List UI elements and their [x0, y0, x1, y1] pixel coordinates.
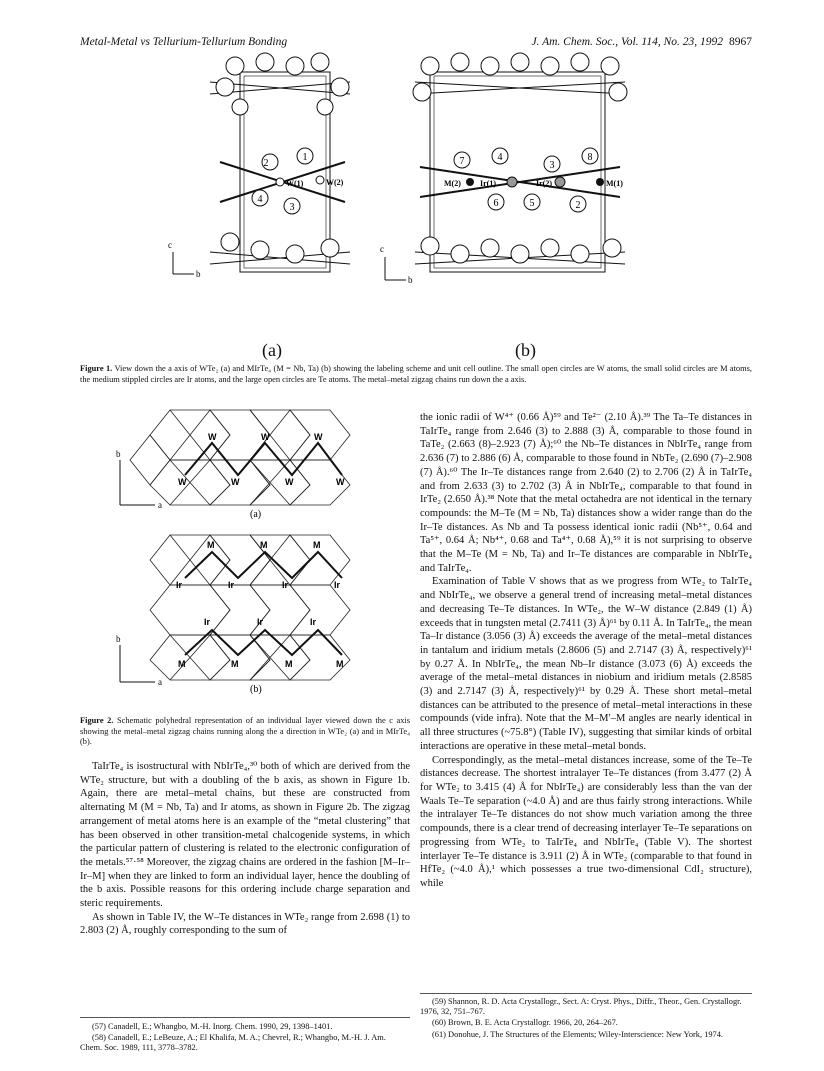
header-title: Metal-Metal vs Tellurium-Tellurium Bonding — [80, 36, 288, 48]
references-right — [420, 997, 752, 1041]
fig2b-axis-b: b — [116, 634, 121, 644]
axis-label-b: b — [196, 269, 201, 279]
atom-label-5: 5 — [529, 198, 535, 209]
atom-w-4: W — [178, 477, 187, 487]
paragraph: TaIrTe₄ is isostructural with NbIrTe₄,³⁰ both of which are derived from the WTe₂ structure, but with a doubling of the b axis, as shown in Figure 1b. Again, there are metal–metal chains, but these are constructed from alternating M (M = Nb, Ta) and Ir atoms, as shown in Figure 2b. The zigzag arrangement of metal atoms here is an example of the “metal clustering” that has been observed in other transition-metal chalcogenide systems, in which the particular pattern of clustering is related to the electronic configuration of the metals.⁵⁷·⁵⁸ Moreover, the zigzag chains are ordered in the fashion [M–Ir–Ir–M] when they are linked to form an individual layer, hence the doubling of the b axis. Possible reasons for this ordering include charge separation and steric requirements. — [80, 761, 410, 910]
atom-w-1: W — [208, 432, 217, 442]
figure-1-sublabel-b: (b) — [515, 340, 536, 360]
axis-label-b-b: b — [408, 275, 413, 285]
atom-label-7: 7 — [459, 156, 465, 167]
figure-2-caption-label: Figure 2. — [80, 716, 114, 725]
page-number: 8967 — [729, 36, 752, 48]
atom-label-2b: 2 — [575, 200, 581, 211]
paragraph: As shown in Table IV, the W–Te distances in WTe₂ range from 2.698 (1) to 2.803 (2) Å, roughly corresponding to the sum of — [80, 911, 410, 937]
atom-label-4b: 4 — [497, 152, 503, 163]
atom-ir-3: Ir — [282, 580, 289, 590]
figure-2-label-b: (b) — [250, 684, 262, 695]
atom-ir-6: Ir — [257, 617, 264, 627]
atom-w-6: W — [285, 477, 294, 487]
reference-58: (58) Canadell, E.; LeBeuze, A.; El Khalifa, M. A.; Chevrel, R.; Whangbo, M.-H. J. Am. Chem. Soc. 1989, 111, 3778–3782. — [80, 1033, 386, 1053]
reference-61: (61) Donohue, J. The Structures of the Elements; Wiley-Interscience: New York, 1974. — [432, 1029, 724, 1039]
figure-1-caption — [80, 364, 752, 385]
figure-1-caption-label: Figure 1. — [80, 364, 113, 373]
figure-1-caption-text: View down the a axis of WTe₂ (a) and MIrTe₄ (M = Nb, Ta) (b) showing the labeling scheme and unit cell outline. The small open circles are W atoms, the small solid circles are M atoms, the medium stippled circles are Ir atoms, and the large open circles are Te atoms. The metal–metal zigzag chains run down the a axis. — [80, 364, 752, 384]
fig2b-axis-a: a — [158, 677, 162, 687]
atom-m-5: M — [231, 659, 239, 669]
atom-ir-5: Ir — [204, 617, 211, 627]
atom-w-5: W — [231, 477, 240, 487]
atom-label-w2: W(2) — [326, 178, 344, 187]
footnote-rule-left — [80, 1017, 410, 1018]
figure-2-polyhedra — [110, 405, 360, 695]
atom-label-1: 1 — [302, 152, 308, 163]
axis-label-c: c — [168, 240, 172, 250]
atom-label-4: 4 — [257, 194, 263, 205]
atom-ir-4: Ir — [334, 580, 341, 590]
figure-2-caption — [80, 716, 410, 748]
reference-60: (60) Brown, B. E. Acta Crystallogr. 1966, 20, 264–267. — [432, 1018, 618, 1028]
atom-label-8: 8 — [587, 152, 593, 163]
figure-1-sublabel-a: (a) — [262, 340, 282, 360]
atom-label-3b: 3 — [549, 160, 555, 171]
header-journal — [531, 36, 752, 48]
atom-m-2: M — [260, 540, 268, 550]
atom-label-w1: W(1) — [286, 179, 304, 188]
atom-ir-1: Ir — [176, 580, 183, 590]
fig2a-axis-a: a — [158, 500, 162, 510]
figure-2-label-a: (a) — [250, 509, 262, 520]
atom-label-m1: M(1) — [606, 179, 623, 188]
atom-label-ir1: Ir(1) — [480, 179, 496, 188]
atom-label-6: 6 — [493, 198, 499, 209]
paragraph: the ionic radii of W⁴⁺ (0.66 Å)⁵⁹ and Te²⁻ (2.10 Å).³⁹ The Ta–Te distances in TaIrTe₄ range from 2.646 (3) to 2.888 (3) Å, comparable to those found in TaTe₂ (2.663 (8)–2.923 (7) Å);⁶⁰ the Nb–Te distances in NbIrTe₄ range from 2.636 (7) to 2.886 (6) Å, comparable to those found in NbTe₂ (2.690 (7)–2.908 (7) Å).⁶⁰ The Ir–Te distances range from 2.640 (2) to 2.706 (2) Å in TaIrTe₄ and from 2.633 (3) to 2.702 (3) Å in NbIrTe₄, comparable to that found in IrTe₂ (2.650 Å).³⁸ Note that the metal octahedra are not identical in the ternary compounds: the M–Te (M = Nb, Ta) distances show a wider range than do the Ir–Te distances. As Nb and Ta possess identical ionic radii (Nb⁵⁺, 0.64 and Ta⁵⁺, 0.64 Å; Nb⁴⁺, 0.68 and Ta⁴⁺, 0.68 Å),⁵⁹ it is not surprising to observe that the M–Te (M = Nb, Ta) and Ir–Te distances are comparable in NbIrTe₄ and TaIrTe₄. — [420, 412, 752, 574]
atom-label-3: 3 — [289, 202, 295, 213]
header-citation: J. Am. Chem. Soc., Vol. 114, No. 23, 1992 — [531, 36, 723, 48]
atom-m-1: M — [207, 540, 215, 550]
paragraph: Correspondingly, as the metal–metal distances increase, some of the Te–Te distances decrease. The shortest intralayer Te–Te distances (from 3.477 (2) Å for WTe₂ to 3.415 (4) Å for NbIrTe₄) are considerably less than the van der Waals Te–Te separation (~4.0 Å) and are thus fairly strong interactions. While the intralayer Te–Te distances do not show much variation among the three compounds, there is a clear trend of decreasing interlayer Te–Te separations on progressing from WTe₂ to TaIrTe₄ and NbIrTe₄ (Table V). The shortest interlayer Te–Te distance is 3.911 (2) Å in WTe₂ (comparable to that found in HfTe₂ (~4.0 Å),¹ which possesses a true two-dimensional CdI₂ structure), while — [420, 754, 752, 889]
references-left — [80, 1022, 410, 1055]
axis-label-c-b: c — [380, 244, 384, 254]
atom-m-6: M — [285, 659, 293, 669]
reference-59: (59) Shannon, R. D. Acta Crystallogr., Sect. A: Cryst. Phys., Diffr., Theor., Gen. Crystallogr. 1976, 32, 751–767. — [420, 997, 742, 1017]
left-column-body — [80, 760, 410, 938]
atom-ir-7: Ir — [310, 617, 317, 627]
figure-1b-structure — [380, 52, 640, 292]
atom-w-7: W — [336, 477, 345, 487]
figure-1a-structure — [168, 52, 380, 292]
atom-m-7: M — [336, 659, 344, 669]
fig2a-axis-b: b — [116, 449, 121, 459]
atom-ir-2: Ir — [228, 580, 235, 590]
atom-w-3: W — [314, 432, 323, 442]
atom-m-3: M — [313, 540, 321, 550]
atom-label-m2: M(2) — [444, 179, 461, 188]
atom-label-ir2: Ir(2) — [536, 179, 552, 188]
reference-57: (57) Canadell, E.; Whangbo, M.-H. Inorg. Chem. 1990, 29, 1398–1401. — [92, 1022, 333, 1031]
atom-w-2: W — [261, 432, 270, 442]
atom-m-4: M — [178, 659, 186, 669]
right-column-body — [420, 411, 752, 891]
paragraph: Examination of Table V shows that as we progress from WTe₂ to TaIrTe₄ and NbIrTe₄, we observe a general trend of increasing metal–metal distances and decreasing Te–Te distances. In WTe₂, the W–W distance (2.849 (1) Å) exceeds that in tungsten metal (2.7411 (3) Å)⁶¹ by 0.11 Å. In TaIrTe₄, the mean Ta–Ir distance (3.056 (3) Å) exceeds the average of the metal–metal distances in tantalum and iridium metals (2.8606 (5) and 2.7147 (3) Å, respectively)⁶¹ by 0.27 Å. In NbIrTe₄, the mean Nb–Ir distance (3.073 (6) Å) exceeds the average of the metal–metal distances in niobium and iridium metals (2.8585 (3) and 2.7147 (3) Å, respectively)⁶¹ by 0.29 Å. These short metal–metal distances can be attributed to the presence of metal–metal interactions in these compounds (vide infra). Note that the M–M′–M angles are nearly identical in all three structures (~75.8°) (Table IV), suggesting that similar kinds of orbital interactions are operative in these metal–metal bonds. — [420, 576, 752, 752]
figure-2-caption-text: Schematic polyhedral representation of an individual layer viewed down the c axis showing the metal–metal zigzag chains running along the a direction in WTe₂ (a) and in MIrTe₄ (b). — [80, 716, 410, 747]
atom-label-2: 2 — [263, 158, 269, 169]
footnote-rule-right — [420, 993, 752, 994]
